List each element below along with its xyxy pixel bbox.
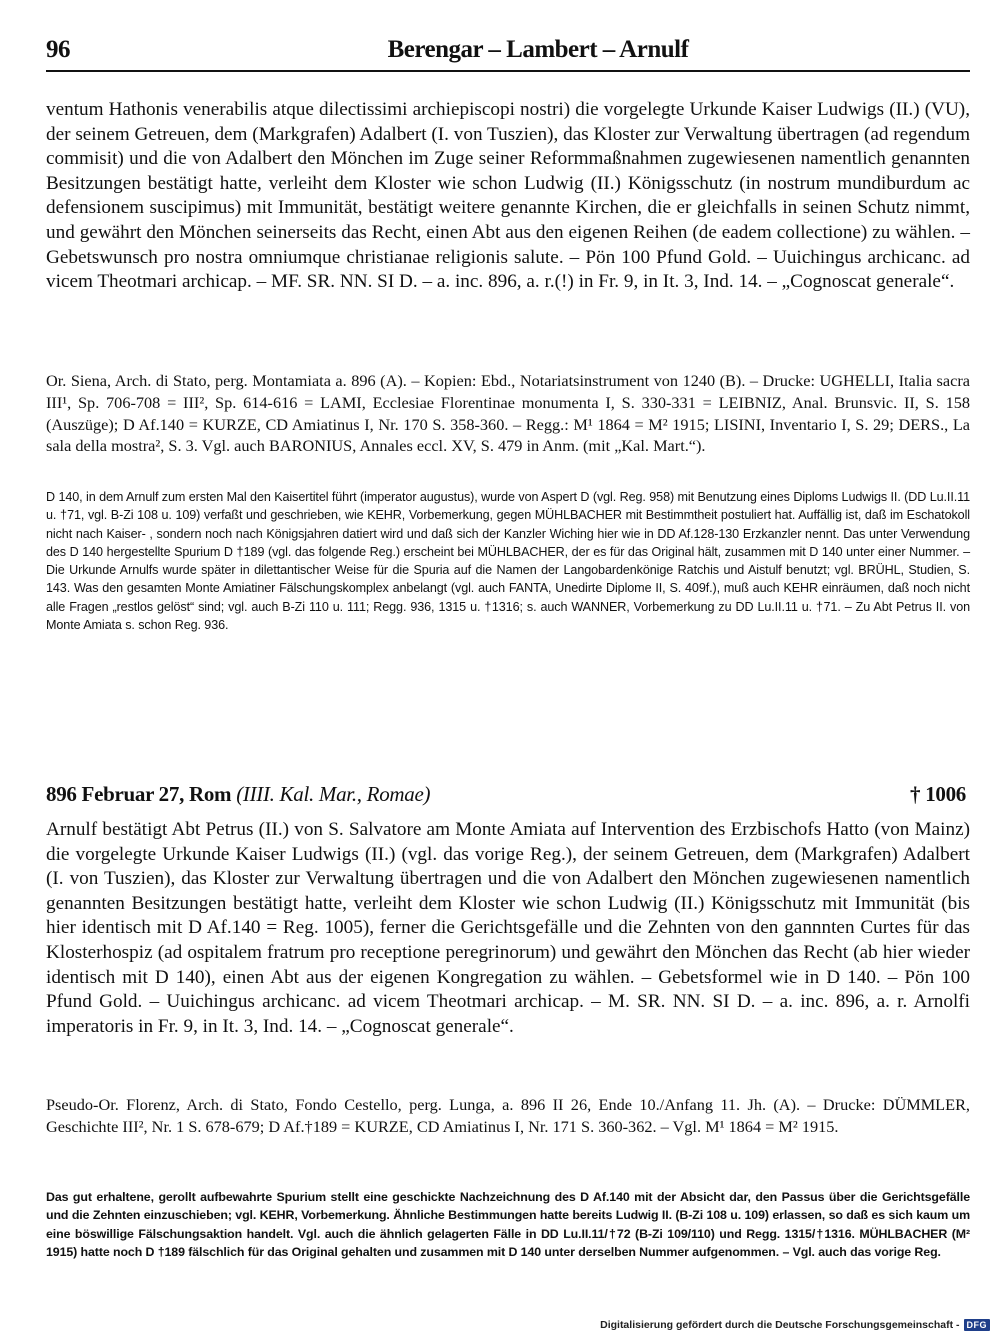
regest-original-dating: (IIII. Kal. Mar., Romae) — [236, 782, 431, 806]
dfg-logo: DFG — [964, 1319, 991, 1331]
page-header — [46, 34, 970, 72]
credit-text: Digitalisierung gefördert durch die Deutsche Forschungsgemeinschaft - — [600, 1319, 960, 1331]
regest-text: Arnulf bestätigt Abt Petrus (II.) von S. Salvatore am Monte Amiata auf Intervention des Erzbischofs Hatto (von Mainz) die vorgelegte Urkunde Kaiser Ludwigs (II.) (vgl. das vorige Reg.), der seinem Getreuen, dem (Markgrafen) Adalbert (I. von Tuszien), das Kloster zur Verwaltung übertragen und die von Adalbert den Mönchen zugewiesenen namentlich genannten Besitzungen bestätigt hatte, verleiht dem Kloster wie schon Ludwig (II.) Königsschutz mit Immunität (bis hier identisch mit D Af.140 = Reg. 1005), ferner die Gerichtsgefälle und die Zehnten von den gannnten Curtes für das Klosterhospiz (ad ospitalem fratrum pro receptione peregrinorum) und gewährt den Mönchen das Recht (ab hier wieder identisch mit D 140), einen Abt aus der eigenen Kongregation zu wählen. – Gebetsformel wie in D 140. – Pön 100 Pfund Gold. – Uuichingus archicanc. ad vicem Theotmari archicap. – M. SR. NN. SI D. – a. inc. 896, a. r. Arnolfi imperatoris in Fr. 9, in It. 3, Ind. 14. – „Cognoscat generale“. — [46, 819, 970, 1037]
continued-regest-text: ventum Hathonis venerabilis atque dilectissimi archiepiscopi nostri) die vorgelegte Urkunde Kaiser Ludwigs (II.) (VU), der seinem Getreuen, dem (Markgrafen) Adalbert (I. von Tuszien), das Kloster zur Verwaltung übertragen (ad regendum commisit) und die von Adalbert den Mönchen im Zuge seiner Reformmaßnahmen zugewiesenen namentlich genannten Besitzungen bestätigt hatte, verleiht dem Kloster wie schon Ludwig (II.) Königsschutz (in nostrum mundiburdum ac defensionem suscipimus) mit Immunität, bestätigt weitere genannte Kirchen, die er gleichfalls in seinen Schutz nimmt, und gewährt den Mönchen seinerseits das Recht, einen Abt aus den eigenen Reihen (de eadem collectione) zu wählen. – Gebetswunsch pro nostra omniumque christianae religionis salute. – Pön 100 Pfund Gold. – Uuichingus archicanc. ad vicem Theotmari archicap. – MF. SR. NN. SI D. – a. inc. 896, a. r.(!) in Fr. 9, in It. 3, Ind. 14. – „Cognoscat generale“. — [46, 99, 970, 293]
regest-sources: Pseudo-Or. Florenz, Arch. di Stato, Fondo Cestello, perg. Lunga, a. 896 II 26, Ende 10./Anfang 11. Jh. (A). – Drucke: DÜMMLER, Geschichte III², Nr. 1 S. 678-679; D Af.†189 = KURZE, CD Amiatinus I, Nr. 171 S. 360-362. – Vgl. M¹ 1864 = M² 1915. — [46, 1095, 970, 1136]
continued-sources: Or. Siena, Arch. di Stato, perg. Montamiata a. 896 (A). – Kopien: Ebd., Notariatsinstrument von 1240 (B). – Drucke: UGHELLI, Italia sacra III¹, Sp. 706-708 = III², Sp. 614-616 = LAMI, Ecclesiae Florentinae monumenta I, S. 330-331 = LEIBNIZ, Anal. Brunsvic. II, S. 158 (Auszüge); D Af.140 = KURZE, CD Amiatinus I, Nr. 170 S. 358-360. – Regg.: M¹ 1864 = M² 1915; LISINI, Inventario I, S. 29; DERS., La sala della mostra², S. 3. Vgl. auch BARONIUS, Annales eccl. XV, S. 479 in Anm. (mit „Kal. Mart.“). — [46, 371, 970, 456]
digitization-credit — [600, 1319, 990, 1331]
continued-notes: D 140, in dem Arnulf zum ersten Mal den Kaisertitel führt (imperator augustus), wurde von Aspert D (vgl. Reg. 958) mit Benutzung eines Diploms Ludwigs II. (DD Lu.II.11 u. †71, vgl. B-Zi 108 u. 109) verfaßt und geschrieben, wie KEHR, Vorbemerkung, gegen MÜHLBACHER mit Bestimmtheit postuliert hat. Auffällig ist, daß im Eschatokoll nicht nach Kaiser- , sondern noch nach Königsjahren datiert wird und daß sich der Kanzler Wiching hier wie in DD Af.128-130 Erzkanzler nennt. Das unter Verwendung des D 140 hergestellte Spurium D †189 (vgl. das folgende Reg.) erscheint bei MÜHLBACHER, der es für das Original hält, zusammen mit D 140 unter einer Nummer. – Die Urkunde Arnulfs wurde später in dilettantischer Weise für die Spuria auf die Namen der Langobardenkönige Ratchis und Aistulf benutzt; vgl. BRÜHL, Studien, S. 143. Was den gesamten Monte Amiatiner Fälschungskomplex anbelangt (vgl. auch FANTA, Unedirte Diplome II, S. 409f.), muß auch KEHR einräumen, daß noch nicht alle Fragen „restlos gelöst“ sind; vgl. auch B-Zi 110 u. 111; Regg. 936, 1315 u. †1316; s. auch WANNER, Vorbemerkung zu DD Lu.II.11 u. †71. – Zu Abt Petrus II. von Monte Amiata s. schon Reg. 936. — [46, 490, 970, 633]
page-number: 96 — [46, 36, 70, 63]
regest-number: † 1006 — [910, 782, 966, 806]
regest-notes: Das gut erhaltene, gerollt aufbewahrte Spurium stellt eine geschickte Nachzeichnung des D Af.140 mit der Absicht dar, den Passus über die Gerichtsgefälle und die Zehnten einzuschieben; vgl. KEHR, Vorbemerkung. Ähnliche Bestimmungen hatte bereits Ludwig II. (B-Zi 108 u. 109) erlassen, so daß es sich kaum um eine böswillige Fälschungsaktion handelt. Vgl. auch die ähnlich gelagerten Fälle in DD Lu.II.11/†72 (B-Zi 109/110) und Regg. 1315/†1316. MÜHLBACHER (M² 1915) hatte noch D †189 fälschlich für das Original gehalten und zusammen mit D 140 unter derselben Nummer aufgenommen. – Vgl. auch das vorige Reg. — [46, 1190, 970, 1259]
regest-date-place: 896 Februar 27, Rom — [46, 782, 232, 806]
regest-heading — [46, 782, 970, 810]
running-title: Berengar – Lambert – Arnulf — [387, 36, 689, 63]
